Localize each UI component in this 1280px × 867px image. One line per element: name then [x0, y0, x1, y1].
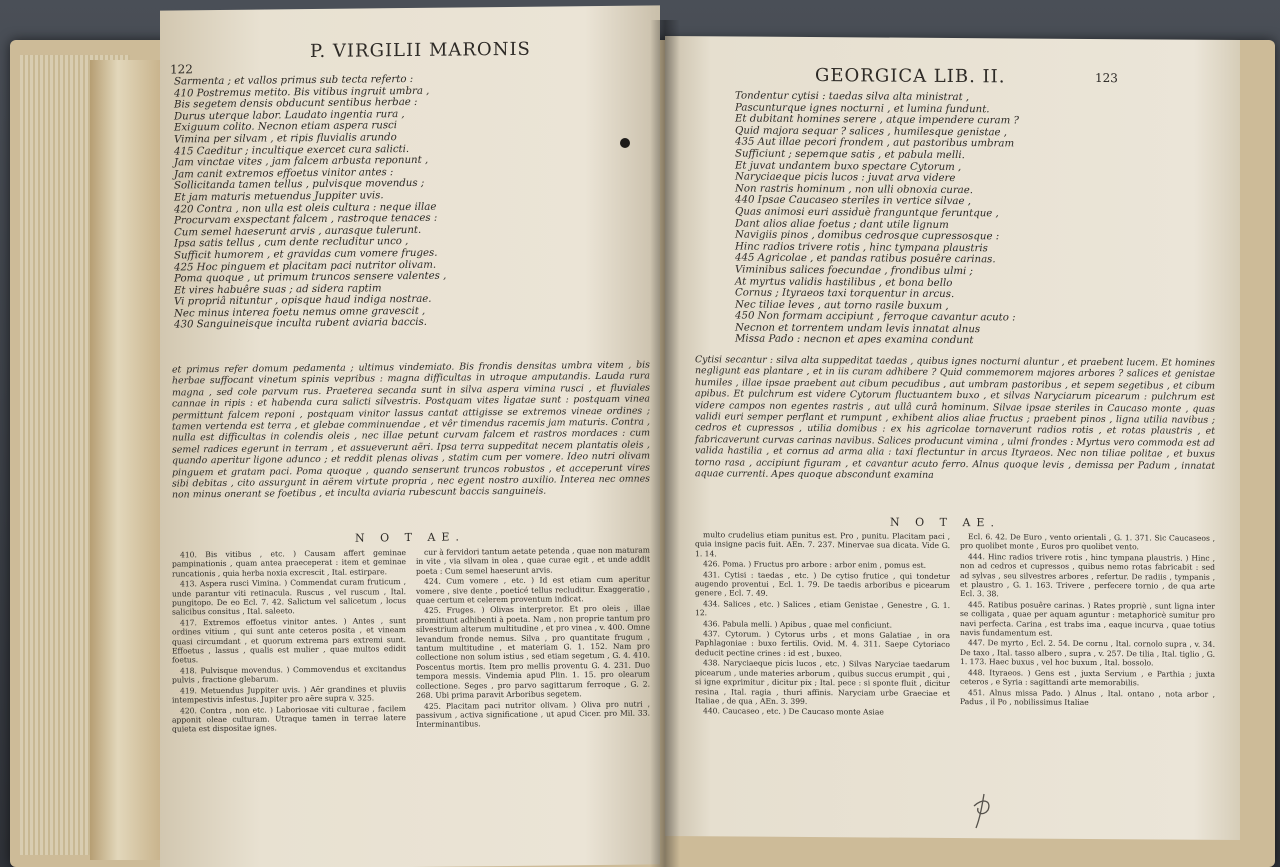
verse-line: Pascunturque ignes nocturni , et lumina fundunt. [735, 102, 990, 115]
note-paragraph: 424. Cum vomere , etc. ) Id est etiam cum aperitur vomere , sive dente , poeticé tellus recluditur. Exaggeratio , quae certum et celerem proventum indicat. [416, 574, 650, 605]
verse-line: Nec tiliae leves , aut torno rasile buxum , [735, 299, 949, 312]
book-spine [90, 60, 160, 860]
note-paragraph: Ecl. 6. 42. De Euro , vento orientali , G. 1. 371. Sic Caucaseos , pro quolibet monte , Euros pro quolibet vento. [960, 532, 1215, 552]
verse-line: Naryciaeque picis lucos : juvat arva videre [735, 171, 956, 185]
verse-line: Jam vinctae vites , jam falcem arbusta reponunt , [174, 154, 429, 169]
verse-line: Quid majora sequar ? salices , humilesque genistae , [735, 125, 1008, 139]
verse-line: Cum semel haeserunt arvis , aurasque tulerunt. [174, 224, 422, 239]
verse-line: Poma quoque , ut primum truncos sensere valentes , [174, 270, 447, 285]
note-paragraph: 426. Poma. ) Fructus pro arbore : arbor enim , pomus est. [703, 559, 927, 571]
right-notes-column-1 [695, 530, 950, 818]
verse-line: 445 Agricolae , et pandas ratibus posuêre carinas. [735, 252, 996, 266]
left-notae-title: N O T AE. [355, 530, 465, 545]
right-notae-title: N O T AE. [890, 515, 1000, 530]
verse-line: Quas animosi euri assiduè franguntque feruntque , [735, 206, 999, 220]
verse-line: Et juvat undantem buxo spectare Cytorum , [735, 160, 962, 173]
verse-line: Procurvam exspectant falcem , rastroque tenaces : [174, 212, 438, 227]
verse-line: Nec minus interea foetu nemus omne gravescit , [174, 305, 426, 320]
left-notes-column-1 [172, 548, 406, 860]
right-notes [695, 530, 1215, 820]
verse-line: Et dubitant homines serere , atque impendere curam ? [735, 113, 1019, 127]
book-gutter [650, 20, 680, 867]
verse-line: Jam canit extremos effoetus vinitor antes : [174, 166, 394, 181]
note-paragraph: cur à fervidori tantum aetate petenda , quae non maturam in vite , via silvam in olea , quae curae egit , et unde addit poeta : Cum semel haeserunt arvis. [416, 545, 650, 576]
note-paragraph: 420. Contra , non etc. ) Laboriosae viti culturae , facilem apponit oleae culturam. Utraque tamen in terrae latere quieta est dispositae ignes. [172, 703, 406, 734]
note-paragraph: 434. Salices , etc. ) Salices , etiam Genistae , Genestre , G. 1. 12. [695, 599, 950, 618]
verse-line: Necnon et torrentem undam levis innatat alnus [735, 322, 981, 336]
note-paragraph: 444. Hinc radios trivere rotis , hinc tympana plaustris. ) Hinc , non ad cedros et cupressos , quibus nemo rotas fabricabit : sed ad sylvas , seu silvestres arbores , refertur. De radiis , tympanis , et plaustro , G. 1. 163. Trivere , perfecere tornio , de qua arte Ecl. 3. 38. [960, 551, 1215, 599]
right-page-header: GEORGICA LIB. II. [815, 65, 1006, 88]
verse-line: Hinc radios trivere rotis , hinc tympana plaustris [735, 241, 988, 254]
note-paragraph: 447. De myrto , Ecl. 2. 54. De cornu , Ital. cornolo supra , v. 34. De taxo , Ital. tasso albero , supra , v. 257. De tilia , Ital. tiglio , G. 1. 173. Haec buxus , vel hoc buxum , Ital. bossolo. [960, 638, 1215, 668]
note-paragraph: 436. Pabula melli. ) Apibus , quae mel conficiunt. [703, 618, 893, 630]
verse-line: Ipsa satis tellus , cum dente recluditur unco , [174, 236, 409, 250]
verse-line: 440 Ipsae Caucaseo steriles in vertice silvae , [735, 194, 971, 208]
verse-line: Sollicitanda tamen tellus , pulvisque movendus ; [174, 178, 425, 192]
ink-blot [620, 138, 630, 148]
note-paragraph: 410. Bis vitibus , etc. ) Causam affert geminae pampinationis , quam antea praeceperat : item et geminae runcationis , quia herba noxia excrescit , Ital. estirpare. [172, 548, 406, 579]
verse-line: Sarmenta ; et vallos primus sub tecta referto : [174, 73, 414, 88]
verse-line: Missa Pado : necnon et apes examina condunt [735, 333, 974, 347]
verse-line: Viminibus salices foecundae , frondibus ulmi ; [735, 264, 973, 278]
right-page [665, 36, 1240, 840]
left-verses [174, 74, 446, 332]
note-paragraph: 425. Fruges. ) Olivas interpretor. Et pro oleis , illae promittunt adhibenti à poeta. Nam , non proprie tantum pro silvestrium alterum multitudine , et pro vinea , v. 400. Omne levandum fronde nemus. Silva , pro quantitate frugum , tantum multitudine , et materiam G. 1. 152. Nam pro collectione non solum istius , sed etiam segetum , G. 4. 410. Poscentus mortis. Item pro mellis proventu G. 4. 231. Duo tempora messis. Vindemia apud Plin. 1. 15. pro olearum collectione. Seges , pro parvo sagittarum ferroque , G. 2. 268. Ubi prima paravit Arboribus segetem. [416, 603, 650, 701]
note-paragraph: 445. Ratibus posuêre carinas. ) Rates propriè , sunt ligna inter se colligata , quae per aquam aguntur : metaphoricè sumitur pro navi perfecta. Carina , est trabs ima , eaque incurva , quae totius navis fundamentum est. [960, 599, 1215, 638]
verse-line: Sufficiunt ; sepemque satis , et pabula melli. [735, 148, 965, 162]
note-paragraph: 451. Alnus missa Pado. ) Alnus , Ital. ontano , nota arbor , Padus , il Po , nobilissimus Italiae [960, 687, 1215, 707]
verse-line: Vimina per silvam , et ripis fluvialis arundo [174, 132, 397, 146]
right-page-number: 123 [1095, 70, 1118, 86]
note-paragraph: 448. Ityraeos. ) Gens est , juxta Servium , e Parthia ; juxta ceteros , e Syria : sagittandi arte memorabilis. [960, 667, 1215, 688]
right-verses [735, 90, 1019, 347]
verse-line: Exiguum colito. Necnon etiam aspera rusci [174, 120, 398, 134]
verse-line: Non rastris hominum , non ulli obnoxia curae. [735, 183, 974, 196]
verse-line: Durus uterque labor. Laudato ingentia rura , [174, 108, 405, 123]
verse-line: At myrtus validis hastilibus , et bona bello [735, 275, 953, 289]
left-prose-text: et primus refer domum pedamenta ; ultimus vindemiato. Bis frondis densitas umbra vitem , bis herbae suffocant vinetum spinis vepribus : magna difficultas in utroque amputandis. Lauda rura magna , sed cole parvum rus. Praeterea secanda sunt in silva aspera vimina rusci , et fluviales cannae in ripis : et habenda cura salicti silvestris. Postquam vites ligatae sunt : postquam vinea permittunt falcem reponi , postquam vinitor lassus cantat attigisse se extremos vineae ordines ; tamen vertenda est terra , et glebae comminuendae , et vêr timendus racemis jam maturis. Contra , nulla est difficultas in colendis oleis , nec illae petunt curvam falcem et rastros mordaces : cum semel radices egerunt in terram , et assueverunt aëri. Ipsa terra suppeditat necem plantatis oleis , quando aperitur ligone adunco ; et reddit plenas olivas , statim cum per vomere. Ideo nutri olivam pinguem et gratam paci. Poma quoque , quando senserunt truncos robustos , et acceperunt vires sibi debitas , cito assurgunt in aërem virtute propria , nec egent nostro auxilio. Interea nec omnes non minus onerant se foetibus , et inculta aviaria rubescunt baccis sanguineis. [172, 359, 650, 501]
left-notes-column-2 [416, 545, 650, 857]
note-paragraph: 438. Naryciaeque picis lucos , etc. ) Silvas Naryciae taedarum picearum , unde materies arborum , quibus succus erumpit , qui , si igne exprimitur , dicitur pix ; Ital. pece : si sponte fluit , dicitur resina , Ital. ragia , thuri affinis. Naryciam urbe Graeciae et Italiae , de qua , AEn. 3. 399. [695, 658, 950, 706]
right-prose [695, 354, 1215, 483]
pencil-mark [962, 788, 1002, 832]
verse-line: Tondentur cytisi : taedas silva alta ministrat , [735, 90, 970, 104]
verse-line: Sufficit humorem , et gravidas cum vomere fruges. [174, 247, 438, 262]
verse-line: 410 Postremus metito. Bis vitibus ingruit umbra , [174, 85, 430, 100]
verse-line: Vi propriâ nituntur , opisque haud indiga nostrae. [174, 294, 432, 308]
verse-line: 425 Hoc pinguem et placitam paci nutritor olivam. [174, 259, 437, 273]
verse-line: Bis segetem densis obducunt sentibus herbae : [174, 97, 418, 111]
verse-line: 420 Contra , non ulla est oleis cultura : neque illae [174, 201, 437, 216]
note-paragraph: 417. Extremos effoetus vinitor antes. ) Antes , sunt ordines vitium , qui sunt ante ceteros posita , et vineam quasi circumdant , et quorum extrema pars extremi sunt. Effoetus , lassus , qualis est mulier , quae multos edidit foetus. [172, 615, 406, 665]
right-prose-text: Cytisi secantur : silva alta suppeditat taedas , quibus ignes nocturni aluntur , et praebent lucem. Et homines negligunt eas plantare , et in iis curam adhibere ? Quid commemorem majores arbores ? salices et genistae humiles , illae ipsae praebent aut cibum pecudibus , aut umbram pastoribus , et sepem segetibus , et cibum apibus. Et pulchrum est videre Cytorum fluctuantem buxo , et silvas Naryciarum picearum : pulchrum est videre campos non egentes rastris , aut ullâ curâ hominum. Silvae ipsae steriles in Caucaso monte , quas validi euri semper perflant et rumpunt , exhibent alios aliae fructus ; praebent pinos , ligna utilia navibus ; cedros et cupressos , utilia domibus : ex his agricolae tornaverunt radios rotis , et rotas plaustris , et fabricaverunt curvas carinas navibus. Salices producunt vimina , ulmi frondes : Myrtus vero commoda est ad valida hastilia , et cornus ad arma alia : taxi flectuntur in arcus Ityraeos. Nec non tiliae politae , et buxus torno rasa , accipiunt figuram , et cavantur acuto ferro. Alnus quoque levis , demissa per Padum , innatat aquae currenti. Apes quoque abscondunt examina [695, 354, 1215, 481]
note-paragraph: 431. Cytisi : taedas , etc. ) De cytiso frutice , qui tondetur augendo proventui , Ecl. 1. 79. De taedis arboribus e picearum genere , Ecl. 7. 49. [695, 569, 950, 599]
left-page-number: 122 [170, 62, 193, 77]
note-paragraph: 413. Aspera rusci Vimina. ) Commendat curam fruticum , unde parantur viti retinacula. Ruscus , vel ruscum , Ital. pungitopo. De eo Ecl. 7. 42. Salictum vel salicetum , locus salicibus consitus , Ital. saleeto. [172, 577, 406, 617]
verse-line: Navigiis pinos , domibus cedrosque cupressosque : [735, 229, 1000, 243]
verse-line: Et jam maturis metuendus Juppiter uvis. [174, 190, 384, 204]
verse-line: 430 Sanguineisque inculta rubent aviaria baccis. [174, 317, 428, 331]
right-notes-column-2 [960, 532, 1215, 820]
left-page-header: P. VIRGILII MARONIS [310, 38, 531, 63]
note-paragraph: multo crudelius etiam punitus est. Pro , punitu. Placitam paci , quia insigne pacis fuit. AEn. 7. 237. Minervae sua dicata. Vide G. 1. 14. [695, 530, 950, 559]
verse-line: 435 Aut illae pecori frondem , aut pastoribus umbram [735, 136, 1015, 150]
verse-line: 450 Non formam accipiunt , ferroque cavantur acuto : [735, 310, 1016, 324]
left-notes [172, 545, 650, 860]
note-paragraph: 440. Caucaseo , etc. ) De Caucaso monte Asiae [703, 706, 884, 717]
left-page [160, 5, 660, 867]
verse-line: 415 Caeditur ; incultique exercet cura salicti. [174, 143, 410, 158]
verse-line: Dant alios aliae foetus ; dant utile lignum [735, 218, 949, 231]
verse-line: Cornus ; Ityraeos taxi torquentur in arcus. [735, 287, 955, 301]
note-paragraph: 418. Pulvisque movendus. ) Commovendus et excitandus pulvis , fractione glebarum. [172, 663, 406, 685]
note-paragraph: 419. Metuendus Juppiter uvis. ) Aër grandines et pluviis intempestivis infestus. Jupiter pro aëre supra v. 325. [172, 683, 406, 705]
left-prose [172, 359, 650, 501]
note-paragraph: 437. Cytorum. ) Cytorus urbs , et mons Galatiae , in ora Paphlagoniae : buxo fertilis. Ovid. M. 4. 311. Saepe Cytoriaco deducit pectine crines : id est , buxeo. [695, 629, 950, 659]
verse-line: Et vires habuêre suas ; ad sidera raptim [174, 282, 382, 297]
note-paragraph: 425. Placitam paci nutritor olivam. ) Oliva pro nutri , passivum , activa significatione , ut apud Cicer. pro Mil. 33. Interminantibus. [416, 698, 650, 730]
